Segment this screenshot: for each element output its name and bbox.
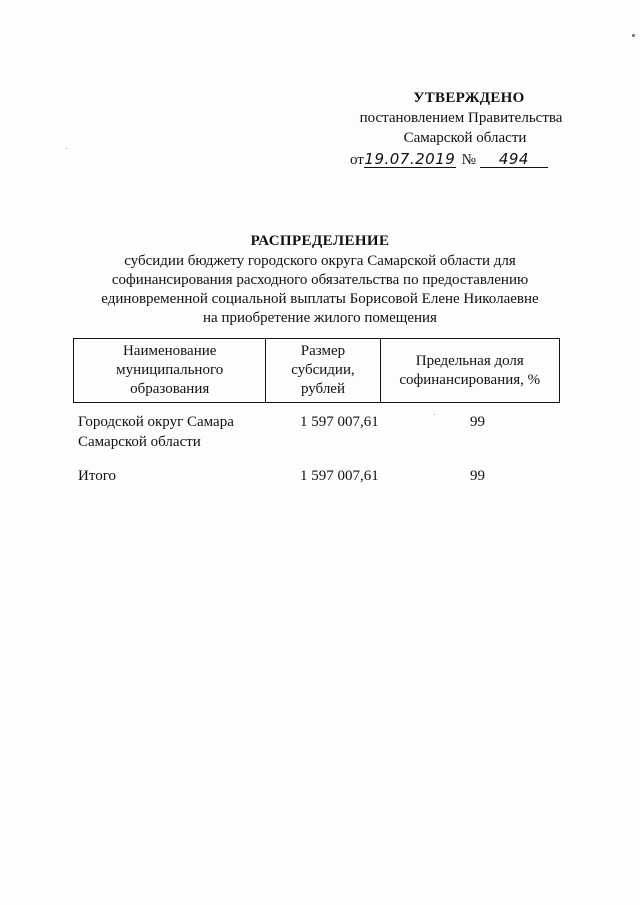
number-sign: №	[461, 152, 476, 168]
header-subsidy-amount: Размер субсидии, рублей	[266, 339, 380, 403]
subsidy-amount: 1 597 007,61	[300, 414, 379, 430]
handwritten-number: 494	[480, 151, 548, 168]
total-label: Итого	[78, 468, 116, 484]
approval-stamp	[340, 88, 570, 170]
date-prefix: от	[350, 152, 364, 168]
approval-date-line	[340, 150, 570, 170]
document-title: РАСПРЕДЕЛЕНИЕ	[250, 233, 390, 249]
approval-line-resolution: постановлением Правительства	[359, 110, 563, 126]
title-line-2: софинансирования расходного обязательства по предоставлению	[111, 272, 529, 288]
title-line-1: субсидии бюджету городского округа Самарской области для	[124, 253, 516, 269]
scan-speck	[66, 148, 67, 149]
handwritten-date: 19.07.2019	[364, 150, 456, 168]
table-row-total	[78, 466, 568, 506]
title-line-4: на приобретение жилого помещения	[203, 310, 437, 326]
scan-speck	[434, 414, 435, 415]
distribution-table-body	[78, 412, 568, 506]
municipality-name-line-2: Самарской области	[78, 434, 201, 450]
cofinancing-share: 99	[470, 414, 485, 430]
distribution-table-header	[73, 338, 560, 403]
municipality-name	[78, 412, 278, 452]
total-share: 99	[470, 468, 485, 484]
total-amount: 1 597 007,61	[300, 468, 379, 484]
approval-heading: УТВЕРЖДЕНО	[413, 90, 525, 106]
document-title-block	[60, 232, 580, 328]
table-header-row	[74, 339, 560, 403]
header-cofinancing-share: Предельная доля софинансирования, %	[380, 339, 559, 403]
municipality-name-line-1: Городской округ Самара	[78, 414, 234, 430]
approval-line-region: Самарской области	[403, 130, 527, 146]
header-municipality: Наименование муниципального образования	[74, 339, 266, 403]
title-line-3: единовременной социальной выплаты Борисовой Елене Николаевне	[101, 291, 539, 307]
scan-speck	[632, 34, 635, 37]
table-row	[78, 412, 568, 452]
